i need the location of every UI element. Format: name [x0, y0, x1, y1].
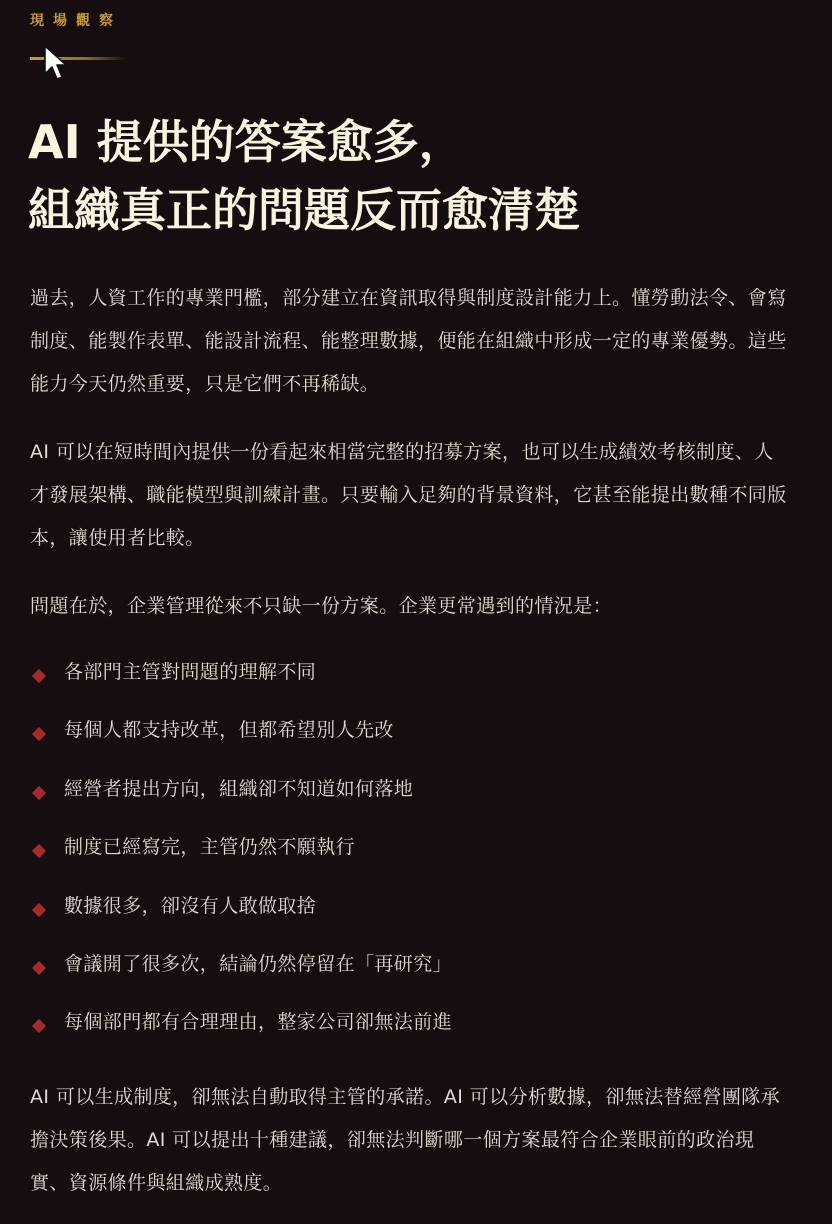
title-line-2: 組織真正的問題反而愈清楚: [28, 183, 580, 237]
article-title: [28, 108, 580, 244]
section-eyebrow: 現場觀察: [30, 13, 122, 29]
list-item-text: 制度已經寫完，主管仍然不願執行: [64, 836, 356, 859]
list-item: [30, 885, 452, 943]
list-item: [30, 651, 452, 709]
list-item-text: 各部門主管對問題的理解不同: [64, 661, 317, 683]
list-item-text: 每個部門都有合理理由，整家公司卻無法前進: [64, 1011, 453, 1034]
problem-list: [30, 651, 452, 1060]
list-item: [30, 826, 452, 884]
paragraph-ai-capability: AI 可以在短時間內提供一份看起來相當完整的招募方案，也可以生成績效考核制度、人才發展架構、職能模型與訓練計畫。只要輸入足夠的背景資料，它甚至能提出數種不同版本，讓使用者比較。: [30, 441, 787, 549]
list-item-text: 數據很多，卻沒有人敢做取捨: [64, 894, 317, 917]
diamond-bullet-icon: [32, 786, 46, 800]
title-line-1: AI 提供的答案愈多，: [28, 115, 465, 169]
diamond-bullet-icon: [32, 844, 46, 858]
diamond-bullet-icon: [32, 727, 46, 741]
list-item-text: 每個人都支持改革，但都希望別人先改: [64, 719, 394, 742]
list-item-text: 會議開了很多次，結論仍然停留在「再研究」: [64, 952, 453, 975]
diamond-bullet-icon: [32, 902, 46, 916]
paragraph-conclusion: AI 可以生成制度，卻無法自動取得主管的承諾。AI 可以分析數據，卻無法替經營團隊承擔決策後果。AI 可以提出十種建議，卻無法判斷哪一個方案最符合企業眼前的政治現實、資源條件與組織成熟度。: [30, 1086, 781, 1194]
paragraph-intro: 過去，人資工作的專業門檻，部分建立在資訊取得與制度設計能力上。懂勞動法令、會寫制度、能製作表單、能設計流程、能整理數據，便能在組織中形成一定的專業優勢。這些能力今天仍然重要，只是它們不再稀缺。: [30, 287, 787, 395]
list-item: [30, 709, 452, 767]
paragraph-problem-lead: 問題在於，企業管理從來不只缺一份方案。企業更常遇到的情況是：: [30, 595, 613, 617]
diamond-bullet-icon: [32, 961, 46, 975]
list-item: [30, 1001, 452, 1059]
mouse-pointer-icon: [43, 44, 69, 84]
diamond-bullet-icon: [32, 1019, 46, 1033]
list-item: [30, 943, 452, 1001]
list-item: [30, 768, 452, 826]
list-item-text: 經營者提出方向，組織卻不知道如何落地: [64, 777, 414, 800]
diamond-bullet-icon: [32, 669, 46, 683]
